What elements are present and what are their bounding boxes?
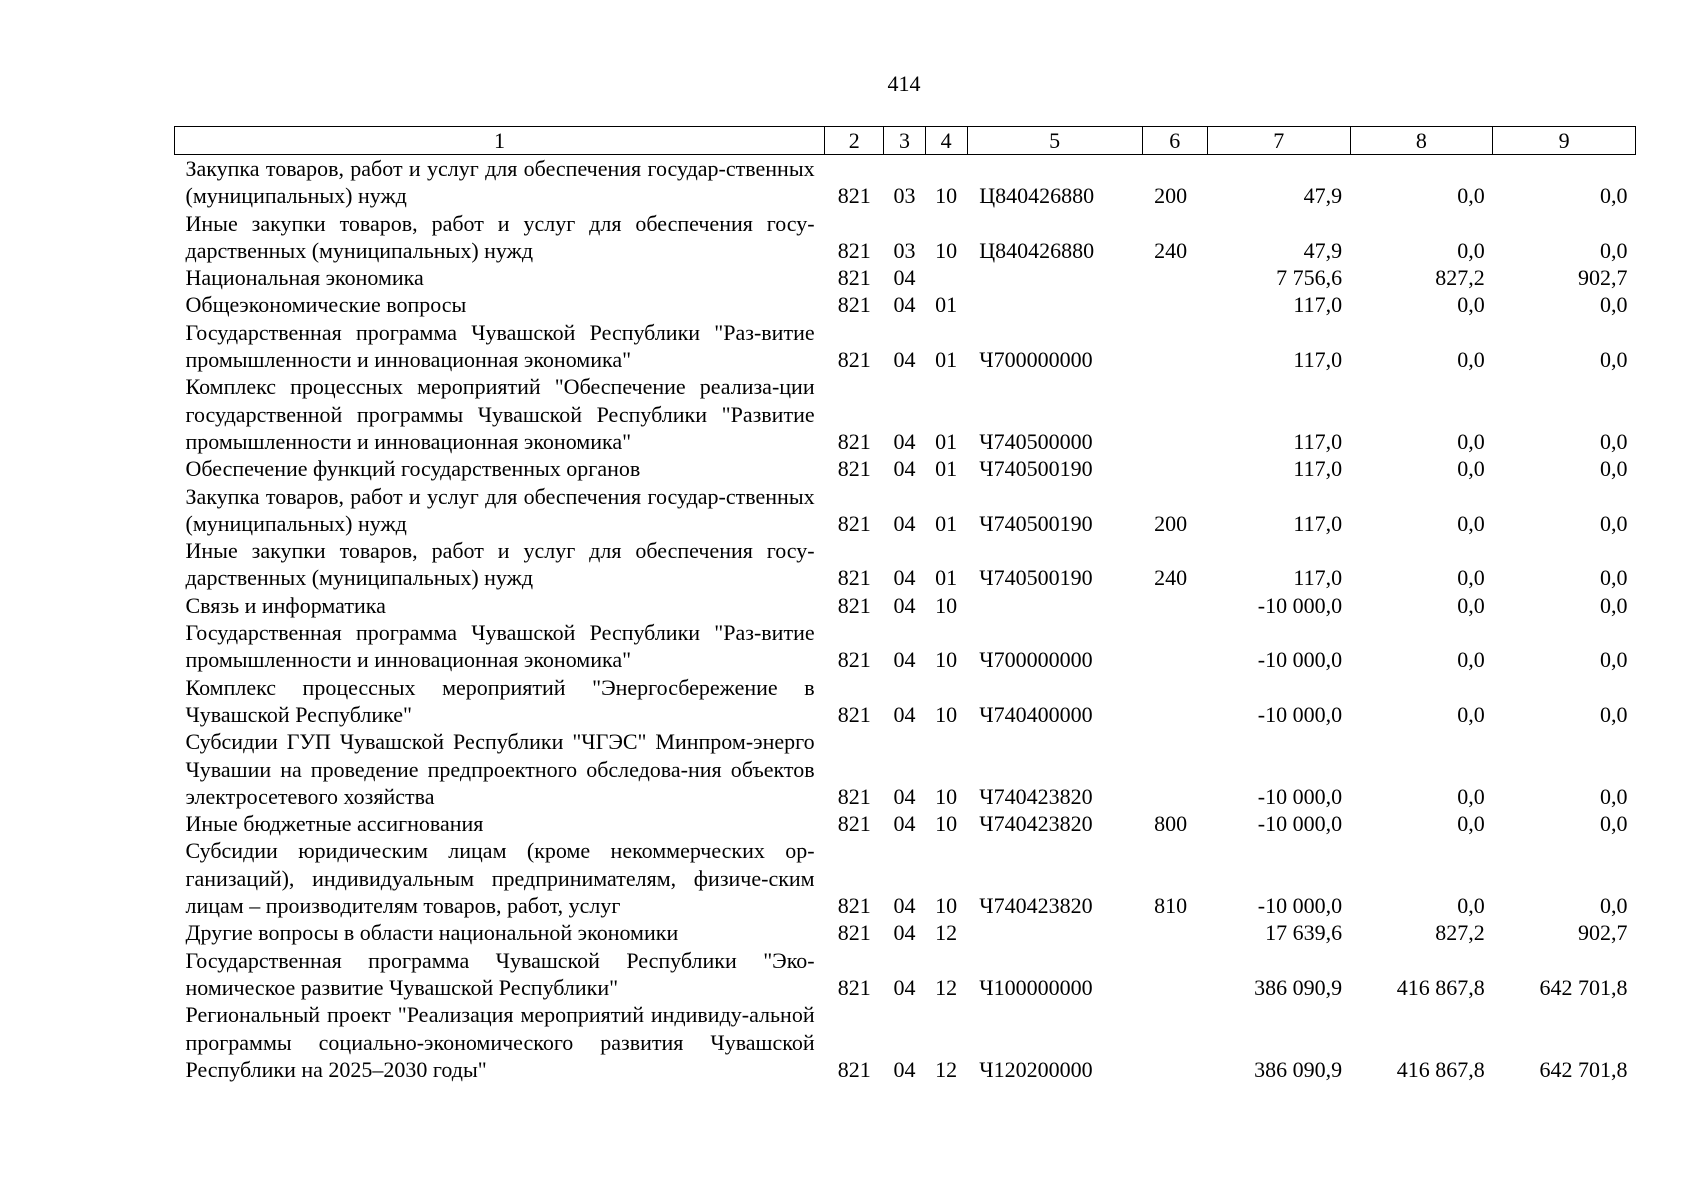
cell-amount-col7: -10 000,0 (1257, 811, 1343, 837)
cell-grbs: 821 (837, 183, 871, 209)
cell-amount-col9: 0,0 (1600, 592, 1628, 618)
cell-target-article: Ч100000000 (979, 974, 1093, 1000)
cell-amount-col9: 0,0 (1600, 456, 1628, 482)
cell-grbs: 821 (837, 1056, 871, 1082)
cell-amount-col8: 0,0 (1457, 701, 1485, 727)
cell-amount-col8: 0,0 (1457, 592, 1485, 618)
cell-subsection: 01 (935, 347, 958, 373)
cell-amount-col9: 0,0 (1600, 347, 1628, 373)
row-name: Закупка товаров, работ и услуг для обеспечения государ-ственных (муниципальных) нужд (185, 483, 815, 536)
column-header: 9 (1493, 127, 1636, 155)
cell-section: 04 (893, 565, 916, 591)
cell-target-article: Ч740500000 (979, 428, 1093, 454)
cell-target-article: Ч740423820 (979, 893, 1093, 919)
column-header: 5 (967, 127, 1142, 155)
row-name: Государственная программа Чувашской Республики "Раз-витие промышленности и инновационная экономика" (185, 620, 815, 673)
cell-expense-type (1142, 1001, 1207, 1083)
cell-expense-type (1142, 291, 1207, 318)
cell-grbs: 821 (837, 456, 871, 482)
row-name: Государственная программа Чувашской Республики "Раз-витие промышленности и инновационная экономика" (185, 319, 815, 373)
cell-amount-col9: 0,0 (1600, 701, 1628, 727)
cell-target-article (967, 264, 1142, 291)
cell-subsection: 12 (935, 974, 958, 1000)
column-header: 1 (175, 127, 825, 155)
cell-amount-col8: 0,0 (1457, 783, 1485, 809)
cell-subsection: 01 (935, 565, 958, 591)
row-name: Общеэкономические вопросы (185, 292, 467, 318)
cell-section: 04 (893, 811, 916, 837)
cell-expense-type: 200 (1154, 183, 1188, 209)
cell-expense-type (1142, 674, 1207, 729)
cell-amount-col9: 0,0 (1600, 510, 1628, 536)
cell-amount-col7: 117,0 (1293, 292, 1343, 318)
cell-subsection: 10 (935, 893, 958, 919)
row-name: Субсидии юридическим лицам (кроме некоммерческих ор-ганизаций), индивидуальным предпринимателям, физиче-ским лицам – производителям товаров, работ, услуг (185, 838, 815, 919)
cell-grbs: 821 (837, 974, 871, 1000)
cell-amount-col7: -10 000,0 (1257, 592, 1343, 618)
cell-amount-col7: 7 756,6 (1276, 265, 1343, 291)
row-name: Другие вопросы в области национальной экономики (185, 920, 679, 946)
cell-target-article: Ч700000000 (979, 647, 1093, 673)
table-row (175, 264, 1636, 291)
cell-subsection: 01 (935, 510, 958, 536)
cell-expense-type (1142, 455, 1207, 482)
cell-amount-col8: 0,0 (1457, 456, 1485, 482)
table-row (175, 291, 1636, 318)
cell-subsection: 10 (935, 592, 958, 618)
cell-target-article (967, 291, 1142, 318)
cell-amount-col8: 827,2 (1435, 920, 1485, 946)
cell-target-article: Ц840426880 (979, 183, 1095, 209)
column-header: 3 (884, 127, 925, 155)
cell-amount-col8: 0,0 (1457, 292, 1485, 318)
cell-subsection: 10 (935, 183, 958, 209)
cell-target-article (967, 592, 1142, 619)
row-name: Закупка товаров, работ и услуг для обеспечения государ-ственных (муниципальных) нужд (185, 156, 815, 209)
table-row (175, 619, 1636, 674)
table-row (175, 455, 1636, 482)
cell-expense-type: 240 (1154, 565, 1188, 591)
cell-expense-type (1142, 592, 1207, 619)
cell-grbs: 821 (837, 920, 871, 946)
cell-amount-col8: 0,0 (1457, 237, 1485, 263)
column-header: 6 (1142, 127, 1207, 155)
cell-amount-col9: 0,0 (1600, 428, 1628, 454)
cell-grbs: 821 (837, 647, 871, 673)
cell-amount-col7: 117,0 (1293, 565, 1343, 591)
cell-expense-type (1142, 319, 1207, 374)
cell-target-article: Ч120200000 (979, 1056, 1093, 1082)
cell-subsection: 12 (935, 920, 958, 946)
row-name: Иные закупки товаров, работ и услуг для обеспечения госу-дарственных (муниципальных) нужд (185, 210, 815, 263)
cell-expense-type: 810 (1154, 893, 1188, 919)
cell-section: 04 (893, 920, 916, 946)
cell-subsection: 10 (935, 701, 958, 727)
table-header-row (175, 127, 1636, 155)
cell-expense-type (1142, 619, 1207, 674)
cell-amount-col9: 0,0 (1600, 292, 1628, 318)
cell-subsection: 01 (935, 456, 958, 482)
row-name: Связь и информатика (185, 592, 386, 618)
cell-section: 04 (893, 456, 916, 482)
cell-subsection: 10 (935, 647, 958, 673)
cell-amount-col8: 416 867,8 (1396, 1056, 1485, 1082)
cell-grbs: 821 (837, 292, 871, 318)
cell-amount-col7: -10 000,0 (1257, 647, 1343, 673)
row-name: Государственная программа Чувашской Республики "Эко-номическое развитие Чувашской Республики" (185, 947, 815, 1000)
cell-section: 04 (893, 701, 916, 727)
table-row (175, 810, 1636, 837)
cell-grbs: 821 (837, 701, 871, 727)
cell-amount-col7: 47,9 (1303, 183, 1343, 209)
cell-section: 04 (893, 783, 916, 809)
cell-amount-col7: 386 090,9 (1254, 1056, 1343, 1082)
table-row (175, 319, 1636, 374)
cell-amount-col8: 0,0 (1457, 565, 1485, 591)
cell-target-article: Ч740500190 (979, 510, 1093, 536)
cell-target-article: Ч700000000 (979, 347, 1093, 373)
table-row (175, 728, 1636, 810)
cell-amount-col7: -10 000,0 (1257, 893, 1343, 919)
cell-grbs: 821 (837, 428, 871, 454)
cell-amount-col7: 117,0 (1293, 347, 1343, 373)
cell-grbs: 821 (837, 565, 871, 591)
cell-amount-col8: 0,0 (1457, 893, 1485, 919)
row-name: Иные бюджетные ассигнования (185, 811, 484, 837)
cell-grbs: 821 (837, 592, 871, 618)
cell-section: 03 (893, 183, 916, 209)
cell-grbs: 821 (837, 783, 871, 809)
row-name: Иные закупки товаров, работ и услуг для обеспечения госу-дарственных (муниципальных) нужд (185, 538, 815, 591)
row-name: Региональный проект "Реализация мероприятий индивиду-альной программы социально-экономического развития Чувашской Республики на 2025–2030 годы" (185, 1002, 815, 1082)
cell-amount-col7: 17 639,6 (1265, 920, 1343, 946)
column-header: 7 (1207, 127, 1350, 155)
row-name: Комплекс процессных мероприятий "Обеспечение реализа-ции государственной программы Чувашской Республики "Развитие промышленности и инновационная экономика" (185, 374, 815, 454)
cell-amount-col9: 642 701,8 (1539, 974, 1628, 1000)
cell-amount-col8: 827,2 (1435, 265, 1485, 291)
cell-amount-col8: 0,0 (1457, 428, 1485, 454)
cell-amount-col9: 0,0 (1600, 893, 1628, 919)
table-row (175, 919, 1636, 946)
cell-section: 04 (893, 292, 916, 318)
cell-section: 04 (893, 647, 916, 673)
cell-amount-col8: 416 867,8 (1396, 974, 1485, 1000)
cell-amount-col9: 0,0 (1600, 647, 1628, 673)
cell-amount-col7: -10 000,0 (1257, 701, 1343, 727)
column-header: 8 (1350, 127, 1493, 155)
cell-amount-col8: 0,0 (1457, 347, 1485, 373)
cell-subsection: 01 (935, 292, 958, 318)
cell-target-article: Ч740423820 (979, 811, 1093, 837)
row-name: Субсидии ГУП Чувашской Республики "ЧГЭС" Минпром-энерго Чувашии на проведение предпроектного обследова-ния объектов электросетевого хозяйства (185, 729, 815, 809)
cell-grbs: 821 (837, 347, 871, 373)
cell-amount-col9: 0,0 (1600, 783, 1628, 809)
cell-amount-col7: -10 000,0 (1257, 783, 1343, 809)
cell-amount-col7: 117,0 (1293, 428, 1343, 454)
cell-expense-type (1142, 373, 1207, 455)
cell-section: 04 (893, 893, 916, 919)
cell-grbs: 821 (837, 893, 871, 919)
cell-expense-type (1142, 264, 1207, 291)
table-row (175, 210, 1636, 265)
table-row (175, 592, 1636, 619)
cell-expense-type (1142, 947, 1207, 1002)
cell-amount-col9: 642 701,8 (1539, 1056, 1628, 1082)
table-row (175, 373, 1636, 455)
cell-grbs: 821 (837, 237, 871, 263)
cell-amount-col9: 0,0 (1600, 183, 1628, 209)
cell-target-article: Ч740500190 (979, 565, 1093, 591)
cell-subsection: 10 (935, 811, 958, 837)
cell-amount-col8: 0,0 (1457, 510, 1485, 536)
cell-expense-type: 800 (1154, 811, 1188, 837)
cell-expense-type (1142, 919, 1207, 946)
table-row (175, 1001, 1636, 1083)
cell-target-article (967, 919, 1142, 946)
cell-section: 04 (893, 347, 916, 373)
column-header: 2 (825, 127, 884, 155)
cell-amount-col8: 0,0 (1457, 647, 1485, 673)
cell-expense-type: 240 (1154, 237, 1188, 263)
cell-expense-type (1142, 728, 1207, 810)
cell-amount-col8: 0,0 (1457, 183, 1485, 209)
cell-grbs: 821 (837, 265, 871, 291)
cell-subsection (925, 264, 967, 291)
cell-target-article: Ц840426880 (979, 237, 1095, 263)
cell-subsection: 12 (935, 1056, 958, 1082)
cell-section: 04 (893, 974, 916, 1000)
cell-amount-col9: 902,7 (1578, 920, 1628, 946)
cell-amount-col9: 0,0 (1600, 565, 1628, 591)
cell-subsection: 10 (935, 783, 958, 809)
cell-amount-col7: 117,0 (1293, 510, 1343, 536)
cell-amount-col9: 0,0 (1600, 811, 1628, 837)
table-row (175, 837, 1636, 919)
cell-section: 03 (893, 237, 916, 263)
cell-section: 04 (893, 265, 916, 291)
table-row (175, 537, 1636, 592)
cell-target-article: Ч740500190 (979, 456, 1093, 482)
cell-amount-col7: 117,0 (1293, 456, 1343, 482)
column-header: 4 (925, 127, 967, 155)
cell-amount-col7: 47,9 (1303, 237, 1343, 263)
cell-section: 04 (893, 510, 916, 536)
table-row (175, 483, 1636, 538)
cell-target-article: Ч740423820 (979, 783, 1093, 809)
cell-subsection: 01 (935, 428, 958, 454)
row-name: Обеспечение функций государственных органов (185, 456, 641, 482)
table-row (175, 947, 1636, 1002)
page-number: 414 (887, 71, 921, 96)
cell-section: 04 (893, 428, 916, 454)
cell-amount-col7: 386 090,9 (1254, 974, 1343, 1000)
budget-table (174, 126, 1636, 1083)
cell-section: 04 (893, 1056, 916, 1082)
cell-expense-type: 200 (1154, 510, 1188, 536)
row-name: Комплекс процессных мероприятий "Энергосбережение в Чувашской Республике" (185, 674, 815, 727)
cell-section: 04 (893, 592, 916, 618)
cell-amount-col8: 0,0 (1457, 811, 1485, 837)
table-row (175, 674, 1636, 729)
cell-amount-col9: 902,7 (1578, 265, 1628, 291)
table-row (175, 155, 1636, 210)
cell-grbs: 821 (837, 510, 871, 536)
cell-target-article: Ч740400000 (979, 701, 1093, 727)
cell-subsection: 10 (935, 237, 958, 263)
cell-amount-col9: 0,0 (1600, 237, 1628, 263)
row-name: Национальная экономика (185, 265, 424, 291)
cell-grbs: 821 (837, 811, 871, 837)
